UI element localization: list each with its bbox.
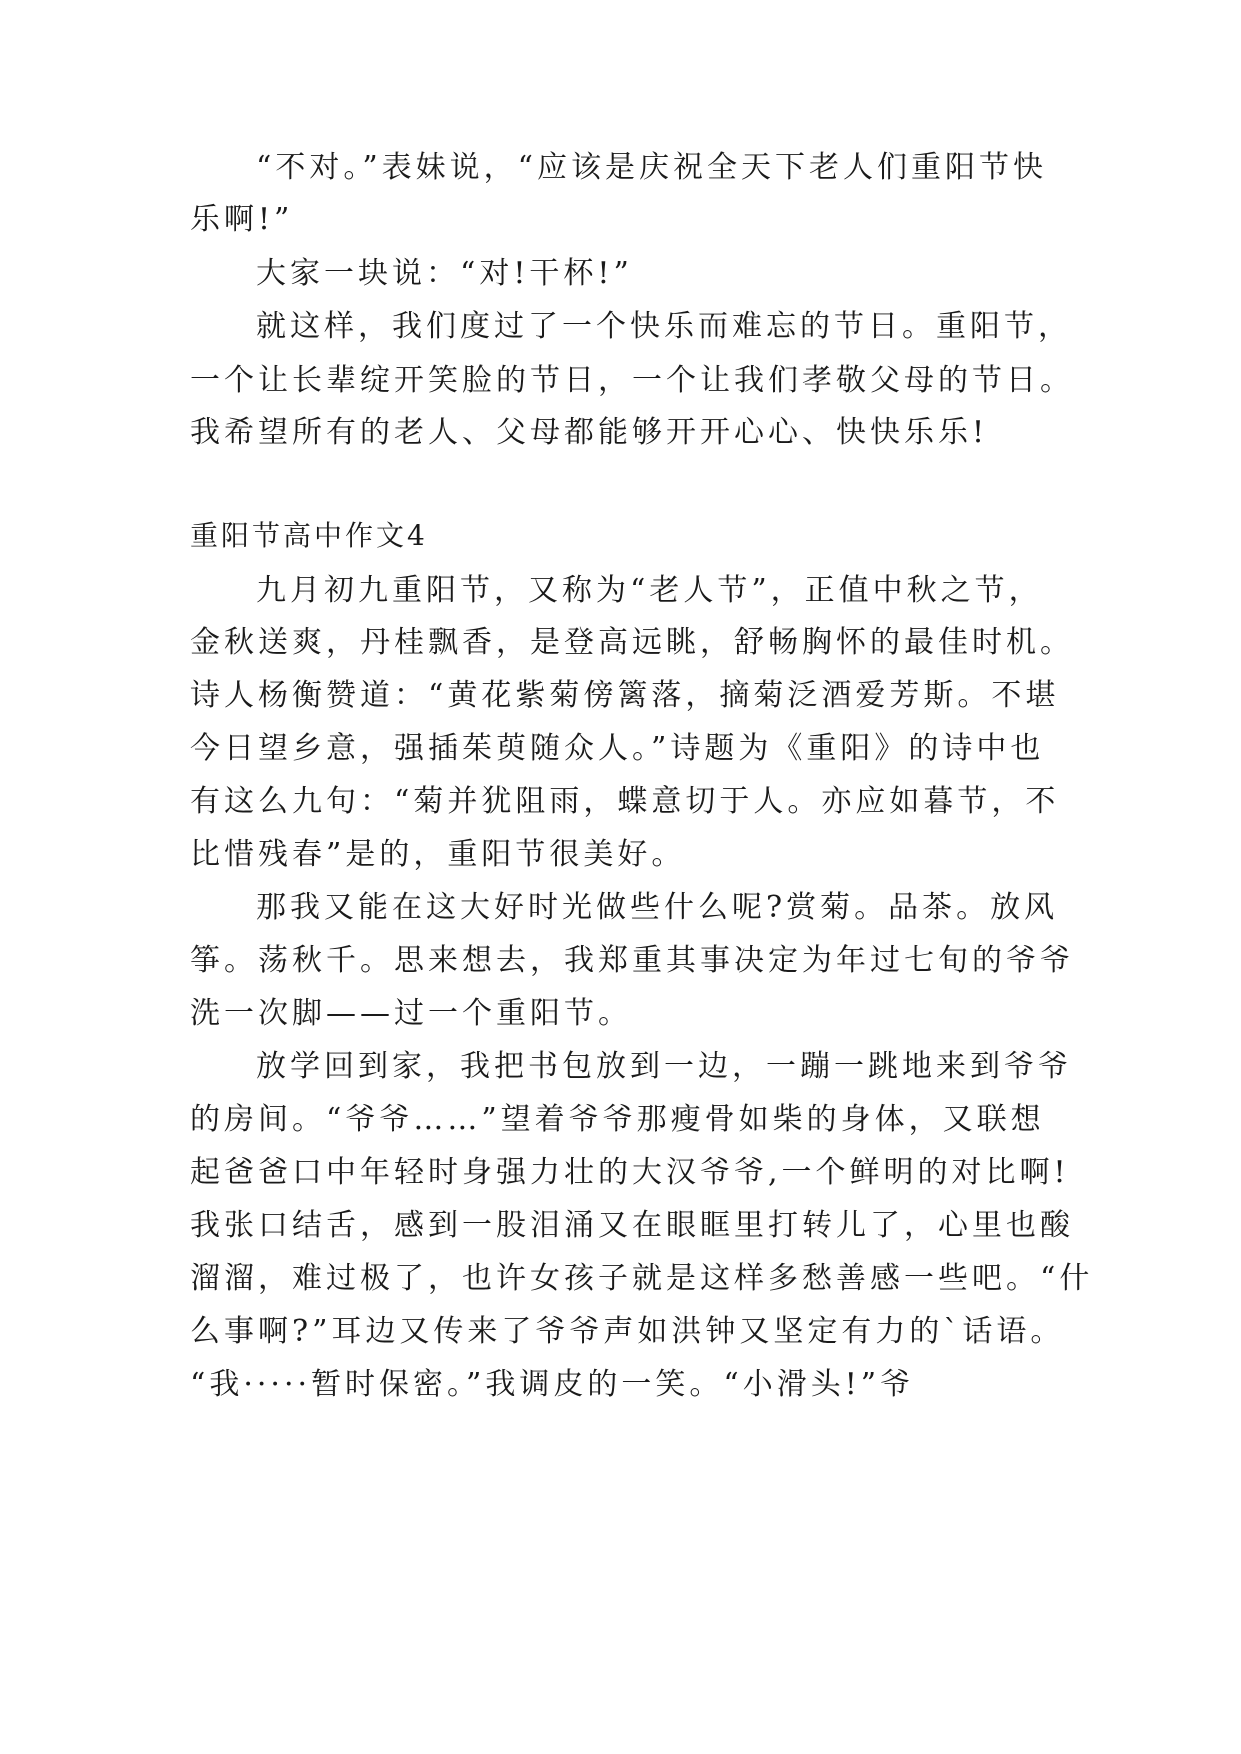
paragraph-continuation xyxy=(190,837,1070,872)
paragraph-continuation xyxy=(190,731,1070,766)
text-line: 那我又能在这大好时光做些什么呢?赏菊。品茶。放风 xyxy=(256,890,1059,925)
paragraph xyxy=(190,573,1070,608)
paragraph-continuation xyxy=(190,1314,1070,1349)
paragraph-continuation xyxy=(190,996,1070,1031)
text-line: 九月初九重阳节，又称为“老人节”，正值中秋之节， xyxy=(256,573,1043,608)
text-line: “不对。”表妹说，“应该是庆祝全天下老人们重阳节快 xyxy=(256,150,1048,185)
text-line: 筝。荡秋千。思来想去，我郑重其事决定为年过七旬的爷爷 xyxy=(190,943,1074,978)
paragraph-continuation xyxy=(190,943,1074,978)
text-line: “我·····暂时保密。”我调皮的一笑。“小滑头!”爷 xyxy=(190,1367,915,1402)
paragraph-continuation xyxy=(190,784,1070,819)
text-line: 洗一次脚——过一个重阳节。 xyxy=(190,996,632,1031)
section-heading xyxy=(190,521,1070,551)
paragraph-continuation xyxy=(190,678,1070,713)
paragraph-continuation xyxy=(190,1208,1074,1243)
text-line: 大家一块说：“对!干杯!” xyxy=(256,256,633,291)
text-line: 有这么九句：“菊并犹阻雨，蝶意切于人。亦应如暮节，不 xyxy=(190,784,1060,819)
text-line: 放学回到家，我把书包放到一边，一蹦一跳地来到爷爷 xyxy=(256,1049,1072,1084)
text-line: 起爸爸口中年轻时身强力壮的大汉爷爷,一个鲜明的对比啊! xyxy=(190,1155,1070,1190)
text-line: 诗人杨衡赞道：“黄花紫菊傍篱落，摘菊泛酒爱芳斯。不堪 xyxy=(190,678,1060,713)
text-line: 么事啊?”耳边又传来了爷爷声如洪钟又坚定有力的`话语。 xyxy=(190,1314,1065,1349)
text-line: 就这样，我们度过了一个快乐而难忘的节日。重阳节， xyxy=(256,309,1072,344)
paragraph xyxy=(190,890,1070,925)
paragraph-continuation xyxy=(190,1261,1094,1296)
text-line: 的房间。“爷爷……”望着爷爷那瘦骨如柴的身体，又联想 xyxy=(190,1102,1045,1137)
paragraph-continuation xyxy=(190,202,1070,237)
text-line: 金秋送爽，丹桂飘香，是登高远眺，舒畅胸怀的最佳时机。 xyxy=(190,625,1074,660)
text-line: 乐啊!” xyxy=(190,202,294,237)
paragraph xyxy=(190,150,1070,185)
paragraph-continuation xyxy=(190,415,1070,450)
text-line: 今日望乡意，强插茱萸随众人。”诗题为《重阳》的诗中也 xyxy=(190,731,1045,766)
text-line: 我希望所有的老人、父母都能够开开心心、快快乐乐! xyxy=(190,415,989,450)
paragraph-continuation xyxy=(190,1102,1070,1137)
text-line: 我张口结舌，感到一股泪涌又在眼眶里打转儿了，心里也酸 xyxy=(190,1208,1074,1243)
text-line: 溜溜，难过极了，也许女孩子就是这样多愁善感一些吧。“什 xyxy=(190,1261,1094,1296)
paragraph-continuation xyxy=(190,1367,1070,1402)
paragraph-continuation xyxy=(190,625,1074,660)
text-line: 一个让长辈绽开笑脸的节日，一个让我们孝敬父母的节日。 xyxy=(190,363,1074,398)
heading-text: 重阳节高中作文4 xyxy=(190,519,428,552)
paragraph-continuation xyxy=(190,363,1074,398)
paragraph-continuation xyxy=(190,1155,1070,1190)
text-line: 比惜残春”是的，重阳节很美好。 xyxy=(190,837,686,872)
paragraph xyxy=(190,309,1072,344)
paragraph xyxy=(190,1049,1072,1084)
paragraph xyxy=(190,256,1070,291)
